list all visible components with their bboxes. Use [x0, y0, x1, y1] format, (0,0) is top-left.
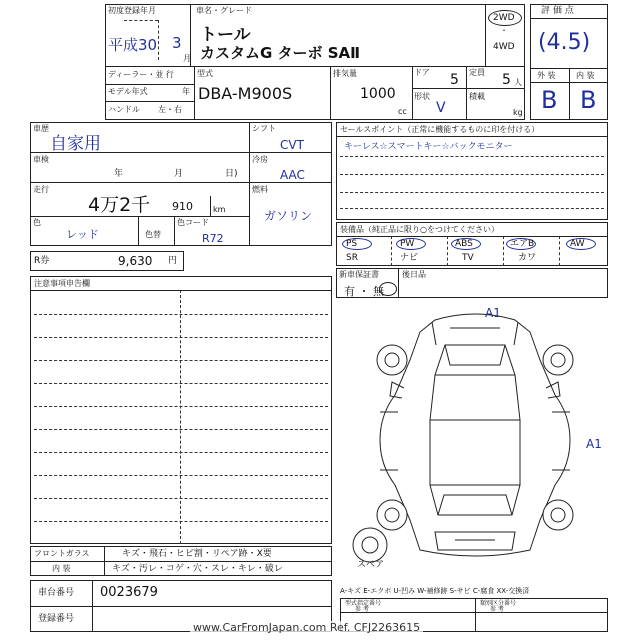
cc-unit: cc — [398, 107, 407, 116]
shaken-day-unit: 日) — [225, 169, 238, 179]
shaken-month-unit: 月 — [174, 169, 184, 179]
interior-label: 内 装 — [576, 71, 595, 80]
damage-mark-side: A1 — [586, 437, 602, 451]
type-designation-label: 型式指定番号 — [345, 600, 382, 607]
displacement-value: 1000 — [360, 86, 396, 102]
fuel-label: 燃料 — [252, 185, 268, 194]
equipment-item: カワ — [518, 253, 537, 263]
car-body-diagram — [340, 300, 610, 580]
equipment-item: PS — [346, 239, 358, 249]
history-value: 自家用 — [50, 134, 101, 154]
mileage-label: 走行 — [33, 185, 49, 194]
equipment-item: TV — [462, 253, 474, 263]
shape-label: 形状 — [414, 92, 430, 101]
equipment-item: SR — [346, 253, 358, 263]
exterior-grade: B — [541, 86, 558, 114]
handle-options: 左・右 — [158, 105, 182, 114]
door-label: ドア — [414, 68, 430, 77]
watermark-text: www.CarFromJapan.com Ref. CFJ2263615 — [190, 621, 423, 634]
selling-points-text: キーレス☆スマートキー☆バックモニター — [344, 142, 513, 152]
equipment-item: PW — [400, 239, 415, 249]
capacity-value: 5 — [502, 72, 511, 88]
reg-month: 3 — [172, 34, 182, 52]
shift-label: シフト — [252, 124, 276, 133]
color-change-label: 色替 — [145, 230, 161, 239]
recycle-label: R券 — [34, 256, 50, 266]
mileage-sub: 910 — [172, 200, 193, 213]
fuel-value: ガソリン — [264, 209, 313, 223]
month-unit: 月 — [183, 54, 191, 63]
later-docs-label: 後日品 — [402, 270, 426, 279]
kg-unit: kg — [513, 108, 523, 117]
year-unit: 年 — [182, 87, 190, 96]
type-designation-ref: 参 考 — [355, 606, 369, 613]
warranty-circle — [379, 282, 397, 296]
rating-label: 評 価 点 — [541, 6, 574, 16]
model-code: DBA-M900S — [198, 84, 293, 103]
shift-value: CVT — [280, 138, 304, 152]
dealer-label: ディーラー・並 行 — [108, 70, 174, 79]
car-grade: カスタムG ターボ SAⅡ — [200, 44, 361, 62]
color-value: レッド — [66, 228, 99, 241]
shaken-label: 車検 — [33, 155, 49, 164]
color-label: 色 — [33, 218, 41, 227]
car-name: トール — [200, 25, 251, 45]
ac-label: 冷房 — [252, 155, 268, 164]
interior-cond-options: キズ・汚レ・コゲ・穴・スレ・キレ・破レ — [112, 564, 283, 574]
history-label: 車歴 — [33, 124, 49, 133]
rating-score: (4.5) — [538, 30, 591, 55]
interior-grade: B — [580, 86, 597, 114]
capacity-label: 定員 — [469, 68, 485, 77]
equipment-item: ナビ — [400, 253, 419, 263]
chassis-label: 車台番号 — [38, 588, 75, 598]
warranty-value: 有 ・ 無 — [344, 285, 384, 298]
category-number-label: 類別区分番号 — [480, 600, 517, 607]
handle-label: ハンドル — [108, 105, 140, 114]
damage-mark-front: A1 — [485, 306, 501, 320]
capacity-unit: 人 — [514, 78, 522, 87]
drive-2wd: 2WD — [493, 13, 515, 23]
equipment-title: 装備品（純正品に限り○をつけてください） — [340, 225, 499, 234]
spare-label: スペア — [357, 560, 385, 570]
front-glass-label: フロントガラス — [34, 549, 90, 558]
chassis-value: 0023679 — [100, 585, 158, 600]
notes-title: 注意事項申告欄 — [34, 279, 90, 288]
mileage-value: 4万2千 — [88, 194, 151, 216]
recycle-amount: 9,630 — [118, 254, 153, 268]
equipment-item: エアB — [510, 239, 535, 249]
interior-cond-label: 内 装 — [52, 564, 71, 573]
shape-value: V — [436, 100, 446, 116]
category-number-ref: 参 考 — [490, 606, 504, 613]
front-glass-options: キズ・飛石・ヒビ割・リペア跡・X要 — [122, 549, 272, 559]
color-code-label: 色コード — [177, 218, 209, 227]
km-unit: km — [213, 205, 226, 214]
model-year-label: モデル年式 — [108, 87, 148, 96]
warranty-label: 新車保証書 — [339, 270, 379, 279]
shaken-year-unit: 年 — [114, 169, 124, 179]
first-reg-label: 初度登録年月 — [108, 6, 156, 15]
name-grade-label: 車名・グレード — [196, 6, 252, 15]
selling-points-title: セールスポイント（正常に機能するものに印を付ける） — [340, 125, 540, 134]
registration-label: 登録番号 — [38, 614, 75, 624]
damage-legend: A-キズ E-エクボ U-凹み W-補修跡 S-サビ C-腐食 XX-交換済 — [340, 587, 530, 595]
recycle-unit: 円 — [168, 256, 178, 266]
notes-box — [30, 276, 332, 544]
recycle-box — [30, 251, 184, 271]
reg-era: 平成30 — [108, 36, 158, 54]
displacement-label: 排気量 — [333, 69, 357, 78]
load-label: 積載 — [469, 92, 485, 101]
equipment-item: ABS — [455, 239, 473, 249]
door-count: 5 — [450, 72, 459, 88]
drive-4wd: 4WD — [493, 42, 515, 52]
color-code-value: R72 — [202, 232, 224, 245]
type-label: 型式 — [197, 69, 213, 78]
drive-dot: ・ — [500, 26, 508, 35]
ac-value: AAC — [280, 168, 305, 182]
exterior-label: 外 装 — [537, 71, 556, 80]
equipment-item: AW — [570, 239, 585, 249]
